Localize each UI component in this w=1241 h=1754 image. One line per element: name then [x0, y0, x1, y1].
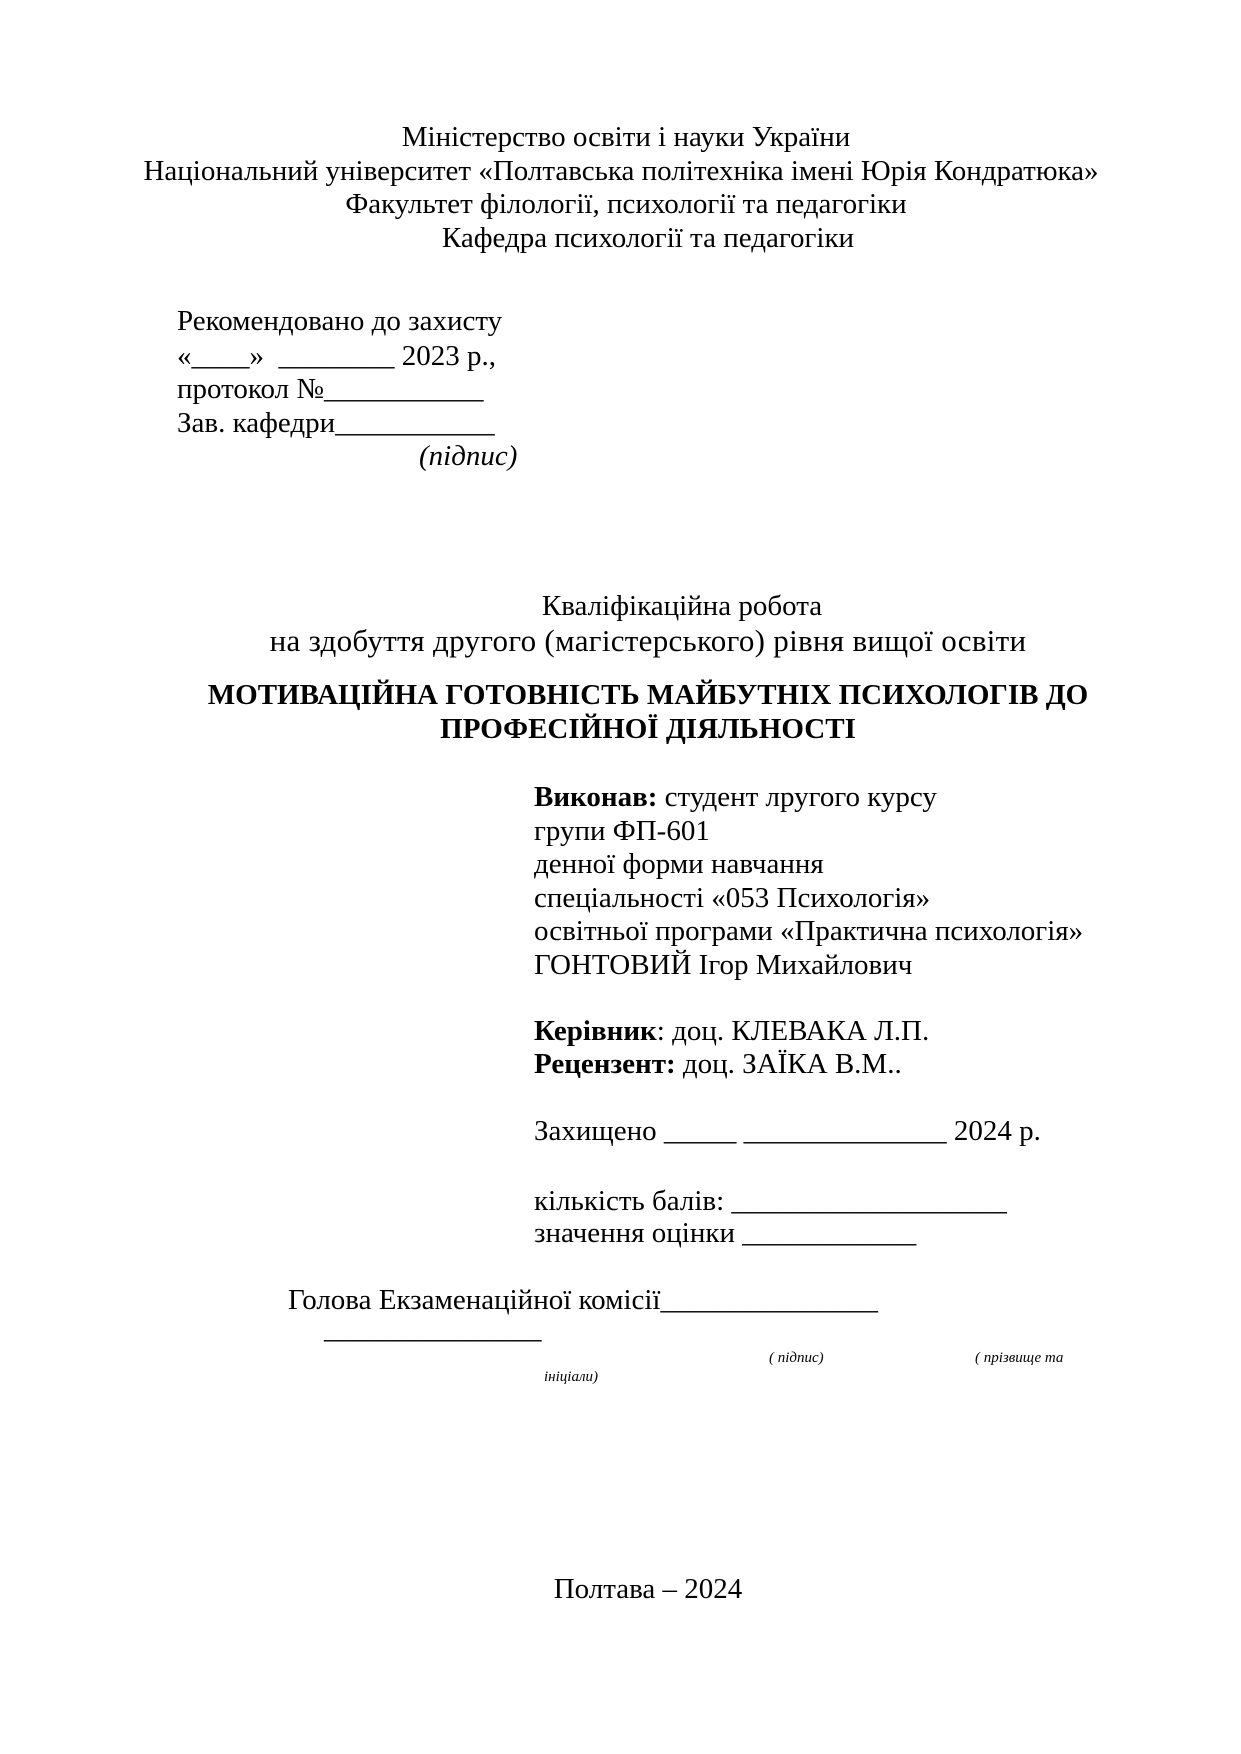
commission-signature-hint: ( підпис): [769, 1350, 824, 1366]
author-line-1: [534, 780, 937, 814]
commission-name-line: _______________: [324, 1313, 542, 1345]
supervisor-value: : доц. КЛЕВАКА Л.П.: [656, 1015, 930, 1047]
protocol-line: протокол №___________: [177, 373, 484, 405]
ministry-line: Міністерство освіти і науки України: [401, 121, 851, 153]
city-year: Полтава – 2024: [553, 1573, 743, 1605]
thesis-title-line-1: МОТИВАЦІЙНА ГОТОВНІСТЬ МАЙБУТНІХ ПСИХОЛОГІВ ДО: [207, 679, 1089, 711]
commission-name-hint: ( прізвище та: [975, 1350, 1064, 1366]
degree-line: на здобуття другого (магістерського) рівня вищої освіти: [269, 623, 1027, 658]
author-name: ГОНТОВИЙ Ігор Михайлович: [534, 949, 913, 981]
defense-date-line: Захищено _____ ______________ 2024 р.: [534, 1115, 1041, 1147]
thesis-title-line-2: ПРОФЕСІЙНОЇ ДІЯЛЬНОСТІ: [440, 713, 856, 745]
author-study-form: денної форми навчання: [534, 848, 824, 880]
signature-hint: (підпис): [419, 440, 518, 472]
supervisor-line: [534, 1014, 929, 1048]
reviewer-line: [534, 1047, 902, 1081]
recommended-line: Рекомендовано до захисту: [177, 305, 503, 337]
author-group: групи ФП-601: [534, 815, 710, 847]
commission-initials-hint: ініціали): [544, 1369, 598, 1385]
work-type: Кваліфікаційна робота: [541, 590, 823, 622]
faculty-line: Факультет філології, психології та педагогіки: [345, 188, 907, 220]
grade-line: значення оцінки ____________: [534, 1217, 917, 1249]
author-status: студент лругого курсу: [657, 781, 937, 813]
author-program: освітньої програми «Практична психологія»: [534, 915, 1084, 947]
reviewer-label: Рецензент:: [534, 1048, 676, 1080]
author-label: Виконав:: [534, 781, 658, 813]
university-line: Національний університет «Полтавська політехніка імені Юрія Кондратюка»: [143, 155, 1099, 187]
commission-chair-line: Голова Екзаменаційної комісії_______________: [288, 1284, 878, 1316]
date-line: «____» ________ 2023 р.,: [177, 340, 496, 372]
head-of-department-line: Зав. кафедри___________: [177, 407, 495, 439]
reviewer-value: доц. ЗАЇКА В.М..: [675, 1048, 902, 1080]
author-specialty: спеціальності «053 Психологія»: [534, 882, 931, 914]
department-line: Кафедра психології та педагогіки: [441, 222, 855, 254]
score-line: кількість балів: ___________________: [534, 1185, 1007, 1217]
supervisor-label: Керівник: [534, 1015, 657, 1047]
